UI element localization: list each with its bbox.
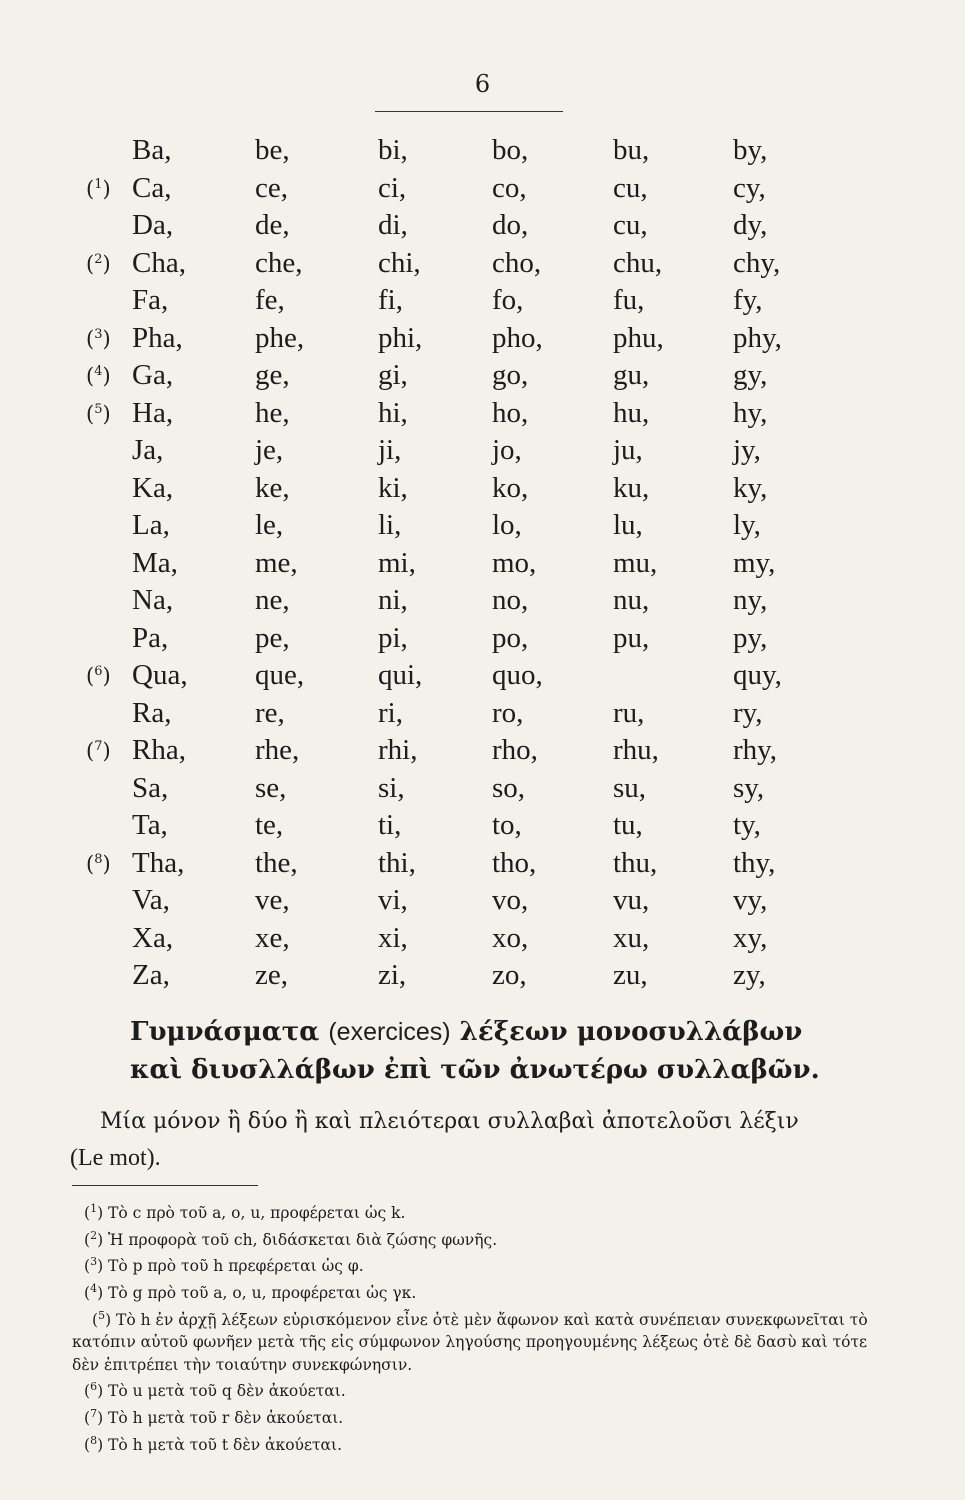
syllable-cell: phy,: [733, 321, 782, 354]
syllable-cell: gi,: [378, 359, 408, 391]
heading-greek-1: Γυμνάσματα: [130, 1017, 320, 1047]
syllable-cell: my,: [733, 546, 776, 579]
syllable-cell: me,: [255, 546, 298, 579]
syllable-cell: ki,: [378, 471, 408, 504]
table-row: [78, 847, 818, 885]
syllable-cell: jo,: [492, 434, 522, 466]
syllable-cell: Ra,: [132, 696, 172, 729]
syllable-cell: quo,: [492, 659, 543, 691]
syllable-cell: ny,: [733, 584, 768, 616]
syllable-cell: ve,: [255, 884, 290, 916]
syllable-cell: vi,: [378, 884, 408, 916]
footnote-marker: ($^7$): [86, 739, 111, 763]
syllable-cell: Pha,: [132, 321, 183, 354]
syllable-cell: fe,: [255, 284, 285, 316]
syllable-cell: Ba,: [132, 134, 172, 166]
footnote-number: 8: [90, 1433, 98, 1447]
heading-greek-2: λέξεων μονοσυλλάβων καὶ διυσλλάβων ἐπὶ τῶν ἀνωτέρω συλλαβῶν.: [130, 1017, 820, 1085]
body-paragraph: [70, 1103, 900, 1177]
syllable-cell: cy,: [733, 171, 766, 204]
syllable-cell: rhy,: [733, 734, 778, 766]
syllable-cell: fo,: [492, 284, 524, 316]
syllable-cell: rhe,: [255, 734, 300, 766]
table-row: [78, 959, 818, 997]
syllable-cell: Da,: [132, 209, 174, 241]
table-row: [78, 322, 818, 360]
syllable-cell: li,: [378, 509, 402, 541]
syllable-cell: mu,: [613, 546, 658, 579]
syllable-cell: pho,: [492, 321, 543, 354]
page-number: 6: [474, 70, 491, 98]
footnote-text: Τὸ p πρὸ τοῦ h πρεφέρεται ὡς φ.: [108, 1257, 364, 1276]
footnote: ($^3$) Τὸ p πρὸ τοῦ h πρεφέρεται ὡς φ.: [84, 1255, 364, 1276]
table-row: [78, 547, 818, 585]
footnote-number: 7: [90, 1406, 98, 1420]
syllable-cell: ro,: [492, 696, 524, 729]
syllable-cell: ty,: [733, 809, 761, 841]
syllable-cell: be,: [255, 134, 290, 166]
syllable-cell: ni,: [378, 584, 408, 616]
syllable-cell: ci,: [378, 171, 407, 204]
syllable-cell: fu,: [613, 284, 645, 316]
syllable-cell: bu,: [613, 134, 650, 166]
table-row: [78, 134, 818, 172]
syllable-cell: Ca,: [132, 171, 172, 204]
footnote-marker: ($^5$): [86, 401, 111, 426]
syllable-cell: by,: [733, 134, 768, 166]
syllable-cell: Ka,: [132, 471, 174, 504]
syllable-table: [78, 134, 818, 997]
syllable-cell: cu,: [613, 209, 648, 241]
syllable-cell: xu,: [613, 921, 650, 954]
syllable-cell: xy,: [733, 921, 768, 954]
footnote: ($^1$) Τὸ c πρὸ τοῦ a, o, u, προφέρεται ὡς k.: [84, 1202, 406, 1223]
footnote-number: 2: [90, 1228, 98, 1242]
syllable-cell: ky,: [733, 471, 768, 504]
syllable-cell: ly,: [733, 509, 761, 541]
syllable-cell: Na,: [132, 584, 174, 616]
footnote-number: 6: [90, 1380, 98, 1394]
syllable-cell: ju,: [613, 434, 643, 466]
syllable-cell: tho,: [492, 846, 537, 879]
syllable-cell: je,: [255, 434, 284, 466]
footnote-marker: ($^1$): [86, 176, 111, 201]
syllable-cell: no,: [492, 584, 529, 616]
syllable-cell: bi,: [378, 134, 408, 166]
table-row: [78, 284, 818, 322]
syllable-cell: rho,: [492, 734, 538, 766]
syllable-cell: cu,: [613, 171, 648, 204]
table-row: [78, 397, 818, 435]
syllable-cell: te,: [255, 809, 284, 841]
table-row: [78, 659, 818, 697]
syllable-cell: hy,: [733, 396, 768, 429]
syllable-cell: hu,: [613, 396, 650, 429]
syllable-cell: mi,: [378, 546, 416, 579]
syllable-cell: co,: [492, 171, 527, 204]
syllable-cell: Ta,: [132, 809, 168, 841]
syllable-cell: se,: [255, 771, 287, 804]
syllable-cell: bo,: [492, 134, 529, 166]
syllable-cell: lo,: [492, 509, 522, 541]
footnote: ($^2$) Ἡ προφορὰ τοῦ ch, διδάσκεται διὰ ζώσης φωνῆς.: [84, 1228, 498, 1249]
syllable-cell: vy,: [733, 884, 768, 916]
syllable-cell: phe,: [255, 321, 305, 354]
syllable-cell: rhi,: [378, 734, 418, 766]
footnote-number: 4: [90, 1281, 98, 1295]
heading-french: (exercices): [328, 1018, 451, 1046]
syllable-cell: cho,: [492, 246, 542, 279]
syllable-cell: dy,: [733, 209, 768, 241]
footnote-text: Τὸ h ἐν ἀρχῇ λέξεων εὑρισκόμενον εἶνε ὁτὲ μὲν ἄφωνον καὶ κατὰ συνέπειαν συνεκφωνεῖται τὸ κατόπιν αὐτοῦ φωνῆεν μετὰ τῆς εἰς σύμφωνον ληγούσης προηγουμένης λέξεως ὁτὲ δὲ δασὺ καὶ τότε δὲν ἐπιτρέπει τὴν τοιαύτην συνεκφώνησιν.: [72, 1310, 868, 1374]
footnote-marker: ($^2$): [86, 251, 111, 276]
footnote-text: Τὸ c πρὸ τοῦ a, o, u, προφέρεται ὡς k.: [108, 1204, 406, 1223]
syllable-cell: si,: [378, 771, 405, 804]
syllable-cell: Va,: [132, 884, 170, 916]
syllable-cell: thi,: [378, 846, 416, 879]
syllable-cell: Za,: [132, 959, 170, 991]
syllable-cell: to,: [492, 809, 522, 841]
syllable-cell: ry,: [733, 696, 763, 729]
syllable-cell: ho,: [492, 396, 529, 429]
syllable-cell: nu,: [613, 584, 650, 616]
syllable-cell: ti,: [378, 809, 402, 841]
syllable-cell: ze,: [255, 959, 288, 991]
syllable-cell: phu,: [613, 321, 664, 354]
syllable-cell: ne,: [255, 584, 290, 616]
syllable-cell: thy,: [733, 846, 776, 879]
syllable-cell: Sa,: [132, 771, 169, 804]
syllable-cell: ru,: [613, 696, 645, 729]
footnote: ($^6$) Τὸ u μετὰ τοῦ q δὲν ἀκούεται.: [84, 1380, 346, 1401]
table-row: [78, 922, 818, 960]
syllable-cell: zo,: [492, 959, 527, 991]
syllable-cell: phi,: [378, 321, 423, 354]
table-row: [78, 509, 818, 547]
syllable-cell: go,: [492, 359, 529, 391]
footnote-marker: ($^6$): [86, 664, 111, 688]
syllable-cell: fi,: [378, 284, 403, 316]
syllable-cell: ji,: [378, 434, 402, 466]
syllable-cell: pu,: [613, 621, 650, 654]
syllable-cell: zy,: [733, 959, 766, 991]
syllable-cell: que,: [255, 659, 305, 691]
syllable-cell: La,: [132, 509, 170, 541]
footnote-rule: [72, 1185, 258, 1186]
syllable-cell: quy,: [733, 659, 782, 691]
syllable-cell: chy,: [733, 246, 781, 279]
footnote-marker: ($^4$): [86, 364, 111, 388]
page-number-rule: [375, 111, 563, 112]
syllable-cell: chi,: [378, 246, 421, 279]
syllable-cell: Cha,: [132, 246, 186, 279]
syllable-cell: thu,: [613, 846, 658, 879]
table-row: [78, 884, 818, 922]
syllable-cell: xe,: [255, 921, 290, 954]
syllable-cell: ke,: [255, 471, 290, 504]
syllable-cell: lu,: [613, 509, 643, 541]
syllable-cell: che,: [255, 246, 303, 279]
table-row: [78, 172, 818, 210]
syllable-cell: vo,: [492, 884, 529, 916]
syllable-cell: hi,: [378, 396, 408, 429]
syllable-cell: zu,: [613, 959, 648, 991]
table-row: [78, 809, 818, 847]
syllable-cell: ku,: [613, 471, 650, 504]
syllable-cell: ce,: [255, 171, 288, 204]
table-row: [78, 359, 818, 397]
footnote: ($^5$) Τὸ h ἐν ἀρχῇ λέξεων εὑρισκόμενον εἶνε ὁτὲ μὲν ἄφωνον καὶ κατὰ συνέπειαν συνεκφωνεῖται τὸ κατόπιν αὐτοῦ φωνῆεν μετὰ τῆς εἰς σύμφωνον ληγούσης προηγουμένης λέξεως ὁτὲ δὲ δασὺ καὶ τότε δὲν ἐπιτρέπει τὴν τοιαύτην συνεκφώνησιν.: [72, 1308, 868, 1374]
syllable-cell: su,: [613, 771, 647, 804]
syllable-cell: so,: [492, 771, 526, 804]
syllable-cell: do,: [492, 209, 529, 241]
syllable-cell: gu,: [613, 359, 650, 391]
body-latin: (Le mot).: [70, 1145, 161, 1171]
syllable-cell: de,: [255, 209, 290, 241]
footnote-marker: ($^3$): [86, 326, 111, 351]
syllable-cell: Ma,: [132, 546, 178, 579]
footnote-text: Τὸ h μετὰ τοῦ r δὲν ἀκούεται.: [108, 1409, 344, 1428]
syllable-cell: pe,: [255, 621, 290, 654]
table-row: [78, 734, 818, 772]
syllable-cell: le,: [255, 509, 284, 541]
footnote-marker: ($^8$): [86, 851, 111, 876]
syllable-cell: di,: [378, 209, 408, 241]
syllable-cell: Fa,: [132, 284, 169, 316]
syllable-cell: rhu,: [613, 734, 659, 766]
syllable-cell: zi,: [378, 959, 407, 991]
syllable-cell: Pa,: [132, 621, 169, 654]
syllable-cell: sy,: [733, 771, 765, 804]
footnote: ($^4$) Τὸ g πρὸ τοῦ a, o, u, προφέρεται ὡς γκ.: [84, 1281, 417, 1303]
table-row: [78, 622, 818, 660]
footnote-text: Τὸ u μετὰ τοῦ q δὲν ἀκούεται.: [108, 1382, 346, 1401]
syllable-cell: ko,: [492, 471, 529, 504]
syllable-cell: Qua,: [132, 659, 188, 691]
footnote-number: 1: [90, 1202, 98, 1215]
table-row: [78, 209, 818, 247]
syllable-cell: mo,: [492, 546, 537, 579]
syllable-cell: he,: [255, 396, 290, 429]
syllable-cell: jy,: [733, 434, 761, 466]
table-row: [78, 772, 818, 810]
table-row: [78, 434, 818, 472]
syllable-cell: ri,: [378, 696, 403, 729]
exercise-heading: [130, 1013, 850, 1089]
footnote-text: Ἡ προφορὰ τοῦ ch, διδάσκεται διὰ ζώσης φωνῆς.: [108, 1230, 498, 1249]
syllable-cell: the,: [255, 846, 298, 879]
syllable-cell: Ja,: [132, 434, 164, 466]
footnote-number: 5: [98, 1308, 106, 1322]
footnote: ($^8$) Τὸ h μετὰ τοῦ t δὲν ἀκούεται.: [84, 1433, 343, 1454]
syllable-cell: chu,: [613, 246, 663, 279]
syllable-cell: Rha,: [132, 734, 186, 766]
syllable-cell: gy,: [733, 359, 768, 391]
syllable-cell: Tha,: [132, 846, 185, 879]
syllable-cell: re,: [255, 696, 285, 729]
footnote: ($^7$) Τὸ h μετὰ τοῦ r δὲν ἀκούεται.: [84, 1406, 344, 1428]
footnote-number: 3: [90, 1255, 98, 1269]
syllable-cell: qui,: [378, 659, 423, 691]
table-row: [78, 247, 818, 285]
syllable-cell: Ha,: [132, 396, 174, 429]
syllable-cell: ge,: [255, 359, 290, 391]
footnotes: [72, 1198, 892, 1456]
syllable-cell: xo,: [492, 921, 529, 954]
syllable-cell: po,: [492, 621, 529, 654]
syllable-cell: Ga,: [132, 359, 174, 391]
syllable-cell: pi,: [378, 621, 408, 654]
syllable-cell: vu,: [613, 884, 650, 916]
table-row: [78, 584, 818, 622]
footnote-text: Τὸ h μετὰ τοῦ t δὲν ἀκούεται.: [108, 1435, 343, 1454]
syllable-cell: Xa,: [132, 921, 174, 954]
syllable-cell: xi,: [378, 921, 408, 954]
syllable-cell: py,: [733, 621, 768, 654]
syllable-cell: fy,: [733, 284, 763, 316]
footnote-text: Τὸ g πρὸ τοῦ a, o, u, προφέρεται ὡς γκ.: [108, 1284, 417, 1303]
table-row: [78, 472, 818, 510]
table-row: [78, 697, 818, 735]
body-greek: Μία μόνον ἢ δύο ἢ καὶ πλειότεραι συλλαβαὶ ἀποτελοῦσι λέξιν: [100, 1109, 799, 1134]
syllable-cell: tu,: [613, 809, 643, 841]
